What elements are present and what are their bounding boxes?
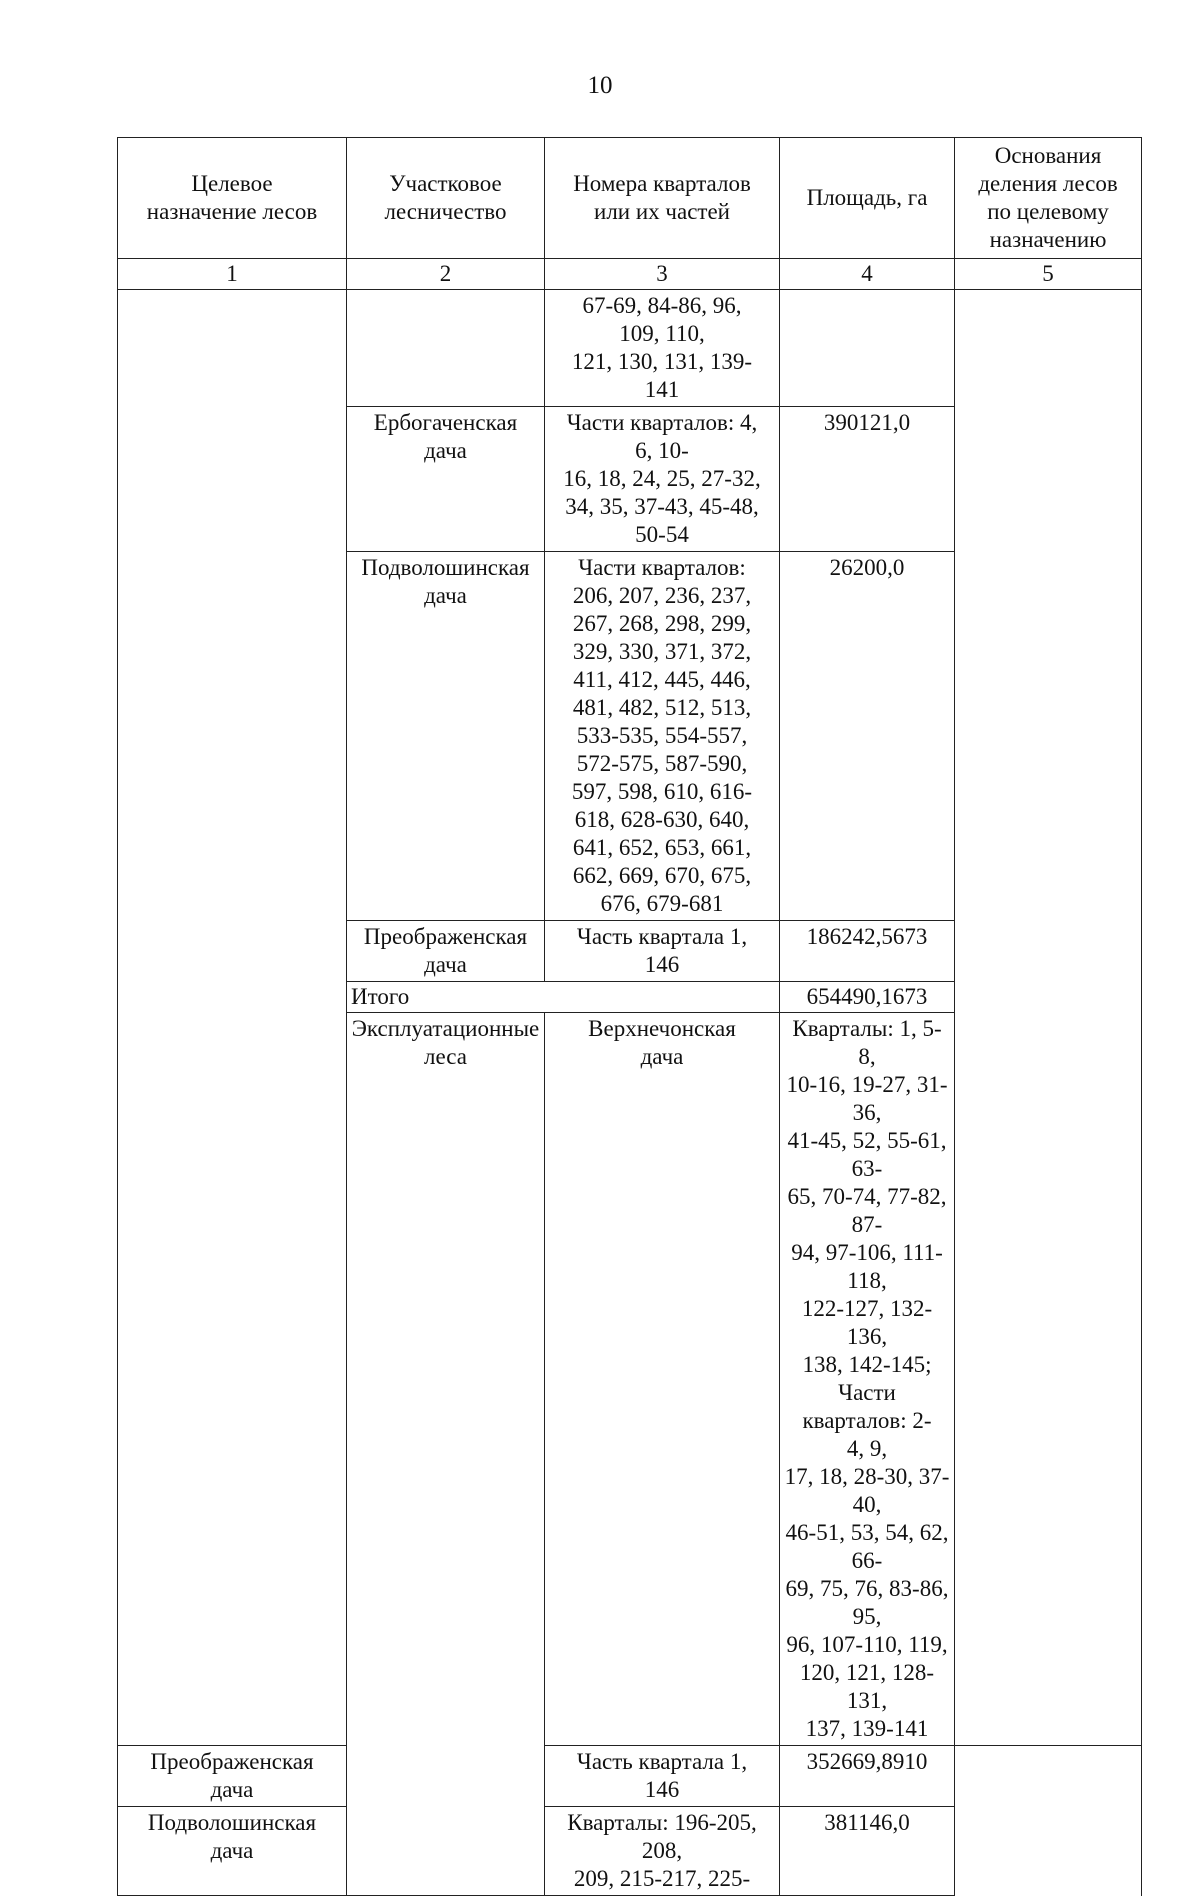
forest-purpose-table bbox=[117, 137, 1142, 1896]
quarters-cell: Кварталы: 1, 5-8, 10-16, 19-27, 31-36, 41-45, 52, 55-61, 63- 65, 70-74, 77-82, 87- 94, 97-106, 111-118, 122-127, 132-136, 138, 142-145; Части кварталов: 2- 4, 9, 17, 18, 28-30, 37-40, 46-51, 53, 54, 62, 66- 69, 75, 76, 83-86, 95, 96, 107-110, 119, 120, 121, 128-131, 137, 139-141 bbox=[780, 1013, 955, 1746]
header-basis: Основания деления лесов по целевому назначению bbox=[955, 138, 1142, 259]
district-cell: Верхнечонская дача bbox=[545, 1013, 780, 1746]
purpose-cell-empty bbox=[118, 290, 347, 1746]
total-label: Итого bbox=[347, 982, 780, 1013]
area-cell: 390121,0 bbox=[780, 407, 955, 552]
column-number: 2 bbox=[347, 259, 545, 290]
header-area: Площадь, га bbox=[780, 138, 955, 259]
quarters-cell: Части кварталов: 4, 6, 10- 16, 18, 24, 25, 27-32, 34, 35, 37-43, 45-48, 50-54 bbox=[545, 407, 780, 552]
district-cell: Подволошинская дача bbox=[118, 1807, 347, 1896]
column-number: 4 bbox=[780, 259, 955, 290]
table-row bbox=[118, 290, 1142, 407]
total-area: 654490,1673 bbox=[780, 982, 955, 1013]
quarters-cell: Часть квартала 1, 146 bbox=[545, 921, 780, 982]
column-number-row bbox=[118, 259, 1142, 290]
district-cell: Преображенская дача bbox=[347, 921, 545, 982]
column-number: 3 bbox=[545, 259, 780, 290]
district-cell: Ербогаченская дача bbox=[347, 407, 545, 552]
quarters-cell: Часть квартала 1, 146 bbox=[545, 1746, 780, 1807]
quarters-cell: Части кварталов: 206, 207, 236, 237, 267, 268, 298, 299, 329, 330, 371, 372, 411, 412, 445, 446, 481, 482, 512, 513, 533-535, 554-557, 572-575, 587-590, 597, 598, 610, 616- 618, 628-630, 640, 641, 652, 653, 661, 662, 669, 670, 675, 676, 679-681 bbox=[545, 552, 780, 921]
purpose-cell: Эксплуатационные леса bbox=[347, 1013, 545, 1896]
header-quarters: Номера кварталов или их частей bbox=[545, 138, 780, 259]
page-number: 10 bbox=[587, 72, 613, 99]
district-cell: Подволошинская дача bbox=[347, 552, 545, 921]
district-cell: Преображенская дача bbox=[118, 1746, 347, 1807]
area-cell-empty bbox=[780, 290, 955, 407]
header-purpose: Целевое назначение лесов bbox=[118, 138, 347, 259]
area-cell: 26200,0 bbox=[780, 552, 955, 921]
quarters-cell: Кварталы: 196-205, 208, 209, 215-217, 225- bbox=[545, 1807, 780, 1896]
table-header-row bbox=[118, 138, 1142, 259]
basis-cell-empty bbox=[955, 290, 1142, 1746]
table-row bbox=[118, 1807, 1142, 1896]
column-number: 5 bbox=[955, 259, 1142, 290]
column-number: 1 bbox=[118, 259, 347, 290]
table-row bbox=[118, 1746, 1142, 1807]
area-cell: 186242,5673 bbox=[780, 921, 955, 982]
area-cell: 352669,8910 bbox=[780, 1746, 955, 1807]
quarters-cell: 67-69, 84-86, 96, 109, 110, 121, 130, 131, 139- 141 bbox=[545, 290, 780, 407]
district-cell-empty bbox=[347, 290, 545, 407]
area-cell: 381146,0 bbox=[780, 1807, 955, 1896]
header-district: Участковое лесничество bbox=[347, 138, 545, 259]
